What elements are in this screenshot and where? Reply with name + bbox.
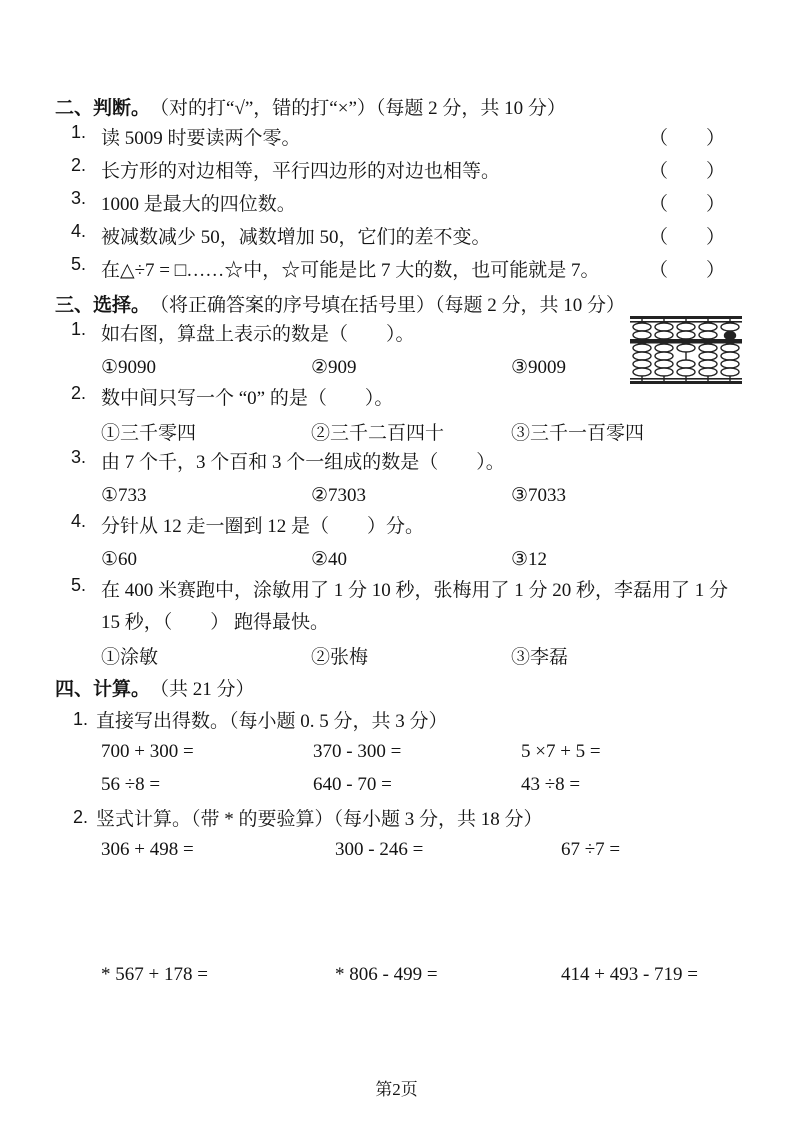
- answer-paren: （ ）: [649, 227, 726, 248]
- option-3: ③三千一百零四: [511, 422, 645, 444]
- judge-item-text: 在△÷7 = □……☆中，☆可能是比 7 大的数，也可能就是 7。: [101, 260, 600, 281]
- judge-item-2: [55, 155, 745, 188]
- choice-item-text: 如右图，算盘上表示的数是（ ）。: [101, 324, 415, 345]
- option-1: ①9090: [101, 356, 157, 378]
- judge-item-3: [55, 188, 745, 221]
- choice-section-heading: [55, 287, 745, 319]
- choice-item-5-options: [55, 639, 745, 671]
- judge-item-4: [55, 221, 745, 254]
- option-2: ②张梅: [311, 646, 369, 668]
- judge-item-text: 被减数减少 50，减数增加 50，它们的差不变。: [101, 227, 491, 248]
- option-2: ②三千二百四十: [311, 422, 445, 444]
- judge-section-heading: [55, 90, 745, 122]
- judge-item-text: 长方形的对边相等，平行四边形的对边也相等。: [101, 161, 501, 182]
- choice-item-text: 数中间只写一个 “0” 的是（ ）。: [101, 388, 394, 409]
- calc-expression: * 806 - 499 =: [335, 963, 438, 985]
- judge-heading-title: 二、判断。: [55, 97, 151, 119]
- judge-item-text: 读 5009 时要读两个零。: [101, 128, 301, 149]
- choice-item-text: 在 400 米赛跑中，涂敏用了 1 分 10 秒，张梅用了 1 分 20 秒，李磊用了 1 分 15 秒，（ ） 跑得最快。: [101, 580, 729, 633]
- calc-expression: 640 - 70 =: [313, 773, 392, 795]
- calc-section-heading: [55, 671, 745, 703]
- choice-item-3-options: [55, 479, 745, 511]
- calc-expression: 370 - 300 =: [313, 740, 402, 762]
- calc-expression: 306 + 498 =: [101, 838, 194, 860]
- option-3: ③9009: [511, 356, 567, 378]
- choice-item-5: [55, 575, 745, 639]
- choice-item-2-options: [55, 415, 745, 447]
- judge-item-text: 1000 是最大的四位数。: [101, 194, 296, 215]
- option-1: ①733: [101, 484, 147, 506]
- option-2: ②40: [311, 548, 348, 570]
- option-3: ③12: [511, 548, 548, 570]
- mental-calc-row-2: [55, 768, 745, 801]
- judge-item-number: 2.: [71, 155, 87, 175]
- choice-item-2: [55, 383, 745, 415]
- judge-item-5: [55, 254, 745, 287]
- calc-heading-title: 四、计算。: [55, 678, 151, 700]
- choice-heading-title: 三、选择。: [55, 294, 151, 316]
- option-1: ①涂敏: [101, 646, 159, 668]
- calc-heading-note: （共 21 分）: [150, 678, 255, 700]
- choice-item-number: 1.: [71, 319, 87, 339]
- judge-heading-note: （对的打“√”，错的打“×”）（每题 2 分，共 10 分）: [150, 97, 566, 119]
- calc-sub1-title: [55, 703, 745, 735]
- page-number: 第2页: [375, 1080, 418, 1099]
- abacus-image: [630, 316, 742, 386]
- calc-expression: 414 + 493 - 719 =: [561, 963, 699, 985]
- choice-item-number: 5.: [71, 575, 87, 595]
- choice-item-3: [55, 447, 745, 479]
- judge-item-number: 4.: [71, 221, 87, 241]
- option-1: ①60: [101, 548, 138, 570]
- calc-expression: 5 ×7 + 5 =: [521, 740, 601, 762]
- calc-expression: 700 + 300 =: [101, 740, 194, 762]
- calc-sub2-number: 2.: [73, 806, 89, 827]
- judge-item-number: 3.: [71, 188, 87, 208]
- choice-item-text: 分针从 12 走一圈到 12 是（ ）分。: [101, 516, 425, 537]
- judge-item-number: 5.: [71, 254, 87, 274]
- choice-item-text: 由 7 个千，3 个百和 3 个一组成的数是（ ）。: [101, 452, 505, 473]
- calc-sub1-number: 1.: [73, 708, 89, 729]
- choice-heading-note: （将正确答案的序号填在括号里）（每题 2 分，共 10 分）: [150, 294, 626, 316]
- calc-expression: 300 - 246 =: [335, 838, 424, 860]
- calc-sub2-text: 竖式计算。（带 * 的要验算）（每小题 3 分，共 18 分）: [96, 808, 543, 830]
- calc-expression: 43 ÷8 =: [521, 773, 581, 795]
- judge-item-1: [55, 122, 745, 155]
- calc-expression: 56 ÷8 =: [101, 773, 161, 795]
- choice-item-number: 3.: [71, 447, 87, 467]
- choice-item-number: 4.: [71, 511, 87, 531]
- option-3: ③李磊: [511, 646, 569, 668]
- option-2: ②909: [311, 356, 357, 378]
- answer-paren: （ ）: [649, 194, 726, 215]
- judge-item-number: 1.: [71, 122, 87, 142]
- calc-expression: * 567 + 178 =: [101, 963, 208, 985]
- answer-paren: （ ）: [649, 260, 726, 281]
- vertical-calc-row-1: [55, 833, 745, 866]
- option-2: ②7303: [311, 484, 367, 506]
- calc-sub2-title: [55, 801, 745, 833]
- answer-paren: （ ）: [649, 161, 726, 182]
- answer-paren: （ ）: [649, 128, 726, 149]
- choice-item-4: [55, 511, 745, 543]
- choice-item-number: 2.: [71, 383, 87, 403]
- calc-expression: 67 ÷7 =: [561, 838, 621, 860]
- option-3: ③7033: [511, 484, 567, 506]
- option-1: ①三千零四: [101, 422, 197, 444]
- vertical-calc-row-2: [55, 958, 745, 991]
- mental-calc-row-1: [55, 735, 745, 768]
- choice-item-4-options: [55, 543, 745, 575]
- calc-sub1-text: 直接写出得数。（每小题 0. 5 分，共 3 分）: [96, 710, 448, 732]
